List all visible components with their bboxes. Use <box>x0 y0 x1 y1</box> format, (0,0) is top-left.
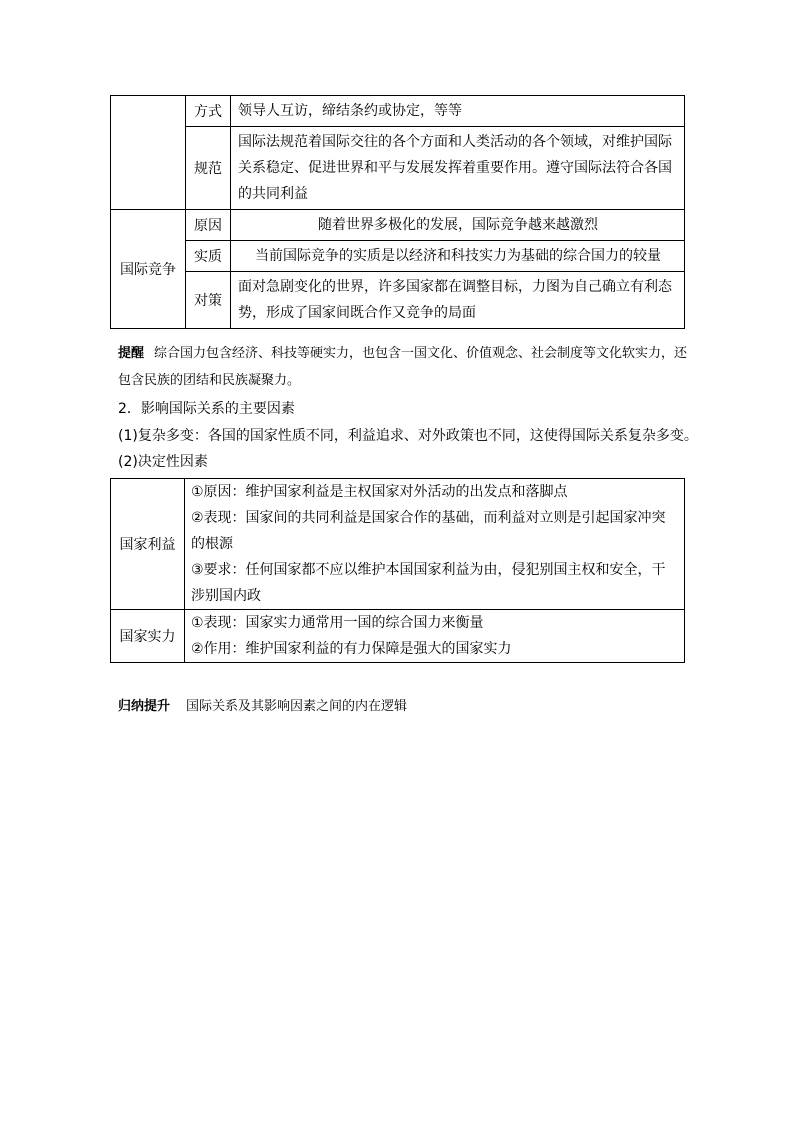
table-row <box>111 479 685 610</box>
content-line: ②作用：维护国家利益的有力保障是强大的国家实力 <box>191 641 512 657</box>
content-cell: 随着世界多极化的发展，国际竞争越来越激烈 <box>231 210 685 241</box>
group-label-cell: 国际竞争 <box>111 210 186 329</box>
paragraph-item-1: (1)复杂多变：各国的国家性质不同，利益追求、对外政策也不同，这使得国际关系复杂多变。 <box>118 428 698 444</box>
factor-label-cell: 国家利益 <box>111 479 185 610</box>
content-cell: 国际法规范着国际交往的各个方面和人类活动的各个领域，对维护国际关系稳定、促进世界和平与发展发挥着重要作用。遵守国际法符合各国的共同利益 <box>231 127 685 210</box>
sub-label-cell: 规范 <box>186 127 231 210</box>
content-line: ②表现：国家间的共同利益是国家合作的基础，而利益对立则是引起国家冲突的根源 <box>191 510 666 552</box>
table-row <box>111 272 685 329</box>
paragraph-item-2: (2)决定性因素 <box>118 454 208 470</box>
tip-paragraph <box>118 340 688 394</box>
content-cell: 当前国际竞争的实质是以经济和科技实力为基础的综合国力的较量 <box>231 241 685 272</box>
summary-label: 归纳提升 <box>118 699 171 714</box>
content-line: ①表现：国家实力通常用一国的综合国力来衡量 <box>191 615 484 631</box>
table-row <box>111 241 685 272</box>
sub-label-cell: 对策 <box>186 272 231 329</box>
tip-label: 提醒 <box>118 346 145 361</box>
factor-content-cell <box>185 479 685 610</box>
table-row <box>111 610 685 663</box>
content-line: ③要求：任何国家都不应以维护本国国家利益为由，侵犯别国主权和安全，干涉别国内政 <box>191 562 666 604</box>
table-row <box>111 210 685 241</box>
table-row <box>111 96 685 127</box>
content-cell: 面对急剧变化的世界，许多国家都在调整目标，力图为自己确立有利态势，形成了国家间既合作又竞争的局面 <box>231 272 685 329</box>
summary-line <box>118 695 407 714</box>
tip-text: 综合国力包含经济、科技等硬实力，也包含一国文化、价值观念、社会制度等文化软实力，还包含民族的团结和民族凝聚力。 <box>118 346 688 388</box>
sub-label-cell: 原因 <box>186 210 231 241</box>
factor-content-cell <box>185 610 685 663</box>
content-cell: 领导人互访，缔结条约或协定，等等 <box>231 96 685 127</box>
content-line: ①原因：维护国家利益是主权国家对外活动的出发点和落脚点 <box>191 484 568 500</box>
summary-text: 国际关系及其影响因素之间的内在逻辑 <box>186 699 408 714</box>
decisive-factors-table <box>110 478 685 663</box>
international-relations-table <box>110 95 685 329</box>
sub-label-cell: 实质 <box>186 241 231 272</box>
section-heading: 2．影响国际关系的主要因素 <box>118 401 295 417</box>
sub-label-cell: 方式 <box>186 96 231 127</box>
factor-label-cell: 国家实力 <box>111 610 185 663</box>
table-row <box>111 127 685 210</box>
group-label-cell <box>111 96 186 210</box>
